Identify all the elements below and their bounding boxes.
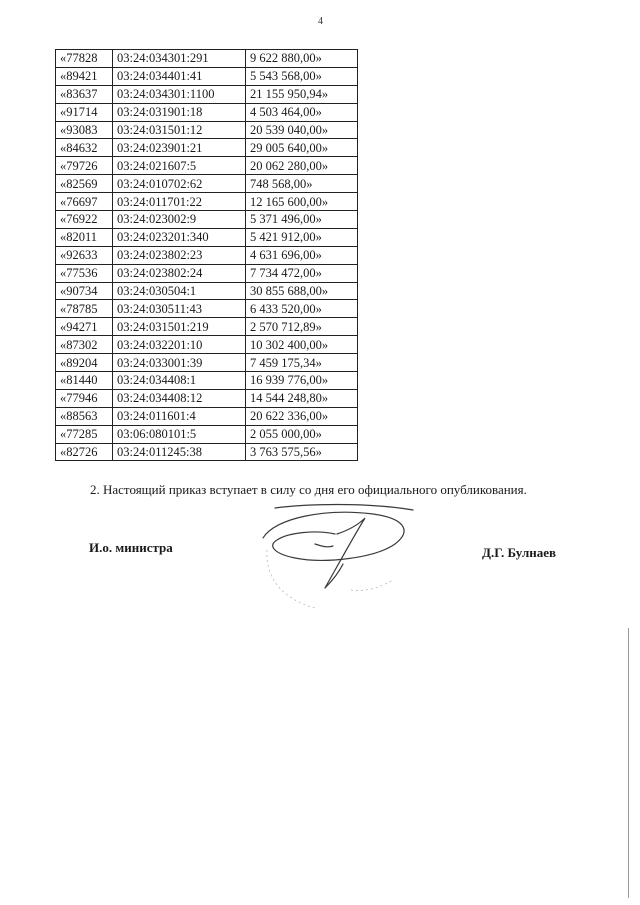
cadastral-value-cell: 29 005 640,00» [246, 139, 358, 157]
table-row [56, 318, 358, 336]
cadastral-number-cell: 03:24:030504:1 [113, 282, 246, 300]
record-id-cell: «93083 [56, 121, 113, 139]
cadastral-value-cell: 7 734 472,00» [246, 264, 358, 282]
cadastral-number-cell: 03:24:023002:9 [113, 211, 246, 229]
table-row [56, 336, 358, 354]
record-id-cell: «77828 [56, 50, 113, 68]
record-id-cell: «89204 [56, 354, 113, 372]
table-row [56, 157, 358, 175]
cadastral-number-cell: 03:06:080101:5 [113, 425, 246, 443]
record-id-cell: «89421 [56, 67, 113, 85]
table-row [56, 425, 358, 443]
cadastral-number-cell: 03:24:034301:291 [113, 50, 246, 68]
record-id-cell: «77285 [56, 425, 113, 443]
cadastral-value-cell: 9 622 880,00» [246, 50, 358, 68]
cadastral-number-cell: 03:24:023802:24 [113, 264, 246, 282]
table-row [56, 193, 358, 211]
cadastral-value-cell: 7 459 175,34» [246, 354, 358, 372]
cadastral-number-cell: 03:24:011601:4 [113, 407, 246, 425]
handwritten-signature [255, 500, 415, 615]
table-row [56, 246, 358, 264]
record-id-cell: «76697 [56, 193, 113, 211]
record-id-cell: «91714 [56, 103, 113, 121]
record-id-cell: «90734 [56, 282, 113, 300]
record-id-cell: «88563 [56, 407, 113, 425]
cadastral-number-cell: 03:24:034401:41 [113, 67, 246, 85]
cadastral-number-cell: 03:24:034408:12 [113, 389, 246, 407]
cadastral-value-cell: 5 543 568,00» [246, 67, 358, 85]
record-id-cell: «79726 [56, 157, 113, 175]
signatory-name: Д.Г. Булнаев [482, 545, 557, 560]
cadastral-value-cell: 2 055 000,00» [246, 425, 358, 443]
record-id-cell: «83637 [56, 85, 113, 103]
cadastral-value-cell: 6 433 520,00» [246, 300, 358, 318]
table-row [56, 264, 358, 282]
cadastral-value-cell: 5 371 496,00» [246, 211, 358, 229]
record-id-cell: «87302 [56, 336, 113, 354]
cadastral-number-cell: 03:24:033001:39 [113, 354, 246, 372]
cadastral-value-cell: 12 165 600,00» [246, 193, 358, 211]
cadastral-value-cell: 748 568,00» [246, 175, 358, 193]
table-row [56, 103, 358, 121]
table-row [56, 443, 358, 461]
cadastral-number-cell: 03:24:023901:21 [113, 139, 246, 157]
record-id-cell: «77536 [56, 264, 113, 282]
cadastral-number-cell: 03:24:023201:340 [113, 228, 246, 246]
page-number: 4 [318, 16, 323, 27]
cadastral-number-cell: 03:24:034301:1100 [113, 85, 246, 103]
cadastral-number-cell: 03:24:011701:22 [113, 193, 246, 211]
cadastral-value-cell: 30 855 688,00» [246, 282, 358, 300]
cadastral-number-cell: 03:24:030511:43 [113, 300, 246, 318]
record-id-cell: «92633 [56, 246, 113, 264]
cadastral-value-cell: 14 544 248,80» [246, 389, 358, 407]
table-row [56, 300, 358, 318]
cadastral-value-cell: 5 421 912,00» [246, 228, 358, 246]
record-id-cell: «78785 [56, 300, 113, 318]
table-row [56, 354, 358, 372]
page-edge-line [628, 628, 629, 898]
table-row [56, 211, 358, 229]
record-id-cell: «76922 [56, 211, 113, 229]
cadastral-value-cell: 2 570 712,89» [246, 318, 358, 336]
cadastral-value-cell: 20 539 040,00» [246, 121, 358, 139]
table-row [56, 85, 358, 103]
table-row [56, 175, 358, 193]
cadastral-number-cell: 03:24:031501:12 [113, 121, 246, 139]
cadastral-number-cell: 03:24:032201:10 [113, 336, 246, 354]
cadastral-value-cell: 4 631 696,00» [246, 246, 358, 264]
cadastral-value-cell: 3 763 575,56» [246, 443, 358, 461]
cadastral-value-cell: 20 622 336,00» [246, 407, 358, 425]
record-id-cell: «81440 [56, 372, 113, 390]
table-row [56, 139, 358, 157]
record-id-cell: «82569 [56, 175, 113, 193]
cadastral-number-cell: 03:24:034408:1 [113, 372, 246, 390]
table-row [56, 389, 358, 407]
cadastral-value-cell: 10 302 400,00» [246, 336, 358, 354]
cadastral-value-cell: 4 503 464,00» [246, 103, 358, 121]
table-row [56, 372, 358, 390]
record-id-cell: «82726 [56, 443, 113, 461]
cadastral-number-cell: 03:24:023802:23 [113, 246, 246, 264]
effective-date-clause: 2. Настоящий приказ вступает в силу со дня его официального опубликования. [90, 482, 527, 497]
record-id-cell: «94271 [56, 318, 113, 336]
cadastral-number-cell: 03:24:011245:38 [113, 443, 246, 461]
table-row [56, 228, 358, 246]
cadastral-value-cell: 21 155 950,94» [246, 85, 358, 103]
cadastral-number-cell: 03:24:031901:18 [113, 103, 246, 121]
cadastral-number-cell: 03:24:031501:219 [113, 318, 246, 336]
table-row [56, 67, 358, 85]
cadastral-value-table [55, 49, 358, 461]
table-body [56, 50, 358, 461]
table-row [56, 121, 358, 139]
record-id-cell: «84632 [56, 139, 113, 157]
record-id-cell: «82011 [56, 228, 113, 246]
table-row [56, 282, 358, 300]
cadastral-number-cell: 03:24:010702:62 [113, 175, 246, 193]
table-row [56, 407, 358, 425]
cadastral-number-cell: 03:24:021607:5 [113, 157, 246, 175]
signatory-role: И.о. министра [89, 540, 173, 555]
cadastral-value-cell: 20 062 280,00» [246, 157, 358, 175]
cadastral-value-cell: 16 939 776,00» [246, 372, 358, 390]
table-row [56, 50, 358, 68]
record-id-cell: «77946 [56, 389, 113, 407]
